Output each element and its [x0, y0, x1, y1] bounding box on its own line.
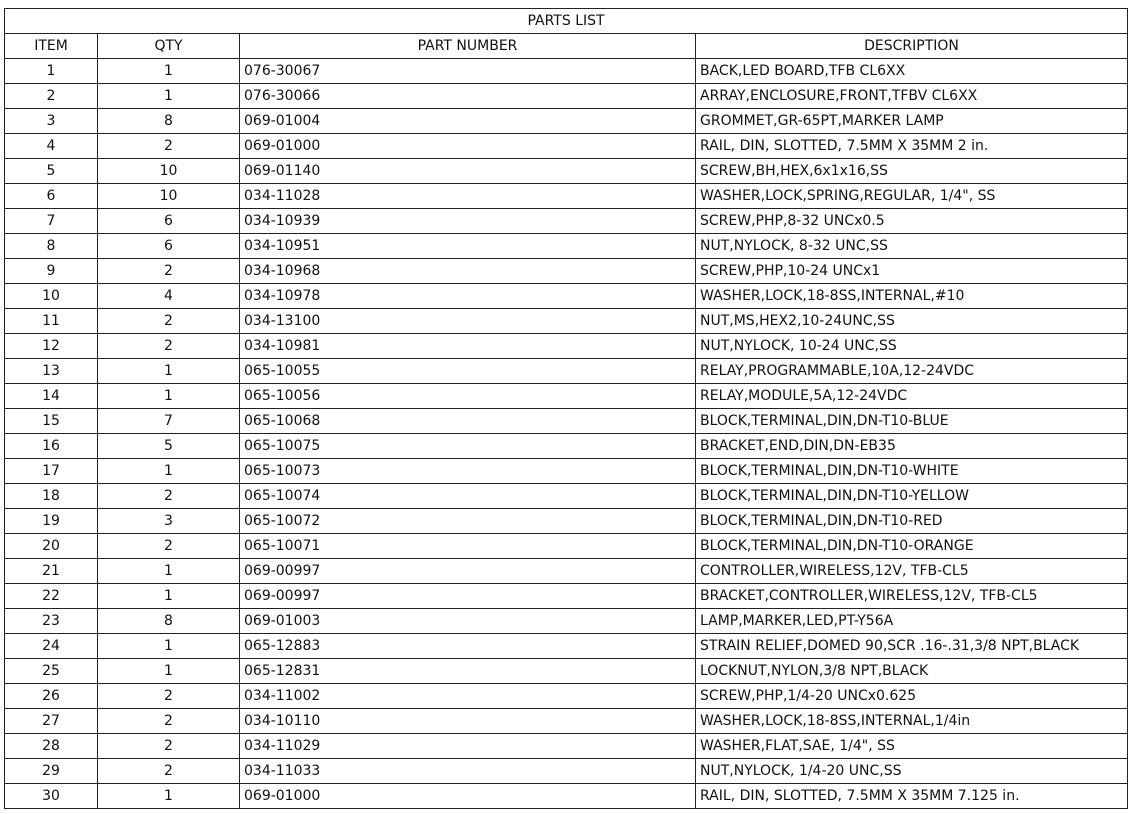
- part-number-cell: 065-12831: [240, 659, 696, 684]
- description-cell: BRACKET,END,DIN,DN-EB35: [696, 434, 1128, 459]
- table-row: [5, 134, 1128, 159]
- parts-list-table: [4, 8, 1128, 809]
- description-cell: ARRAY,ENCLOSURE,FRONT,TFBV CL6XX: [696, 84, 1128, 109]
- table-row: [5, 559, 1128, 584]
- qty-cell: 2: [98, 534, 240, 559]
- column-header-part-number: PART NUMBER: [240, 34, 696, 59]
- part-number-cell: 069-01004: [240, 109, 696, 134]
- item-cell: 6: [5, 184, 98, 209]
- column-header-description: DESCRIPTION: [696, 34, 1128, 59]
- qty-cell: 1: [98, 784, 240, 809]
- description-cell: SCREW,PHP,8-32 UNCx0.5: [696, 209, 1128, 234]
- part-number-cell: 034-11028: [240, 184, 696, 209]
- item-cell: 16: [5, 434, 98, 459]
- description-cell: BLOCK,TERMINAL,DIN,DN-T10-RED: [696, 509, 1128, 534]
- description-cell: WASHER,FLAT,SAE, 1/4", SS: [696, 734, 1128, 759]
- item-cell: 3: [5, 109, 98, 134]
- item-cell: 14: [5, 384, 98, 409]
- table-body: [5, 59, 1128, 809]
- part-number-cell: 065-10075: [240, 434, 696, 459]
- part-number-cell: 034-10110: [240, 709, 696, 734]
- part-number-cell: 034-13100: [240, 309, 696, 334]
- table-title: PARTS LIST: [5, 9, 1128, 34]
- part-number-cell: 065-12883: [240, 634, 696, 659]
- qty-cell: 1: [98, 384, 240, 409]
- column-header-qty: QTY: [98, 34, 240, 59]
- item-cell: 17: [5, 459, 98, 484]
- description-cell: SCREW,BH,HEX,6x1x16,SS: [696, 159, 1128, 184]
- table-row: [5, 509, 1128, 534]
- qty-cell: 8: [98, 609, 240, 634]
- table-row: [5, 459, 1128, 484]
- qty-cell: 2: [98, 734, 240, 759]
- description-cell: RAIL, DIN, SLOTTED, 7.5MM X 35MM 7.125 in.: [696, 784, 1128, 809]
- table-row: [5, 634, 1128, 659]
- qty-cell: 10: [98, 184, 240, 209]
- title-row: [5, 9, 1128, 34]
- item-cell: 18: [5, 484, 98, 509]
- table-row: [5, 334, 1128, 359]
- part-number-cell: 034-10968: [240, 259, 696, 284]
- qty-cell: 1: [98, 559, 240, 584]
- item-cell: 25: [5, 659, 98, 684]
- qty-cell: 10: [98, 159, 240, 184]
- part-number-cell: 069-01003: [240, 609, 696, 634]
- item-cell: 15: [5, 409, 98, 434]
- qty-cell: 6: [98, 234, 240, 259]
- qty-cell: 4: [98, 284, 240, 309]
- part-number-cell: 034-11002: [240, 684, 696, 709]
- qty-cell: 1: [98, 659, 240, 684]
- table-row: [5, 434, 1128, 459]
- part-number-cell: 034-10981: [240, 334, 696, 359]
- description-cell: BLOCK,TERMINAL,DIN,DN-T10-WHITE: [696, 459, 1128, 484]
- part-number-cell: 065-10071: [240, 534, 696, 559]
- item-cell: 30: [5, 784, 98, 809]
- description-cell: BLOCK,TERMINAL,DIN,DN-T10-BLUE: [696, 409, 1128, 434]
- qty-cell: 2: [98, 484, 240, 509]
- item-cell: 19: [5, 509, 98, 534]
- header-row: [5, 34, 1128, 59]
- description-cell: STRAIN RELIEF,DOMED 90,SCR .16-.31,3/8 NPT,BLACK: [696, 634, 1128, 659]
- item-cell: 24: [5, 634, 98, 659]
- qty-cell: 2: [98, 309, 240, 334]
- table-row: [5, 584, 1128, 609]
- item-cell: 22: [5, 584, 98, 609]
- description-cell: RELAY,PROGRAMMABLE,10A,12-24VDC: [696, 359, 1128, 384]
- item-cell: 4: [5, 134, 98, 159]
- item-cell: 26: [5, 684, 98, 709]
- table-row: [5, 184, 1128, 209]
- description-cell: RAIL, DIN, SLOTTED, 7.5MM X 35MM 2 in.: [696, 134, 1128, 159]
- part-number-cell: 034-10939: [240, 209, 696, 234]
- item-cell: 28: [5, 734, 98, 759]
- table-row: [5, 684, 1128, 709]
- part-number-cell: 069-01000: [240, 784, 696, 809]
- description-cell: WASHER,LOCK,18-8SS,INTERNAL,#10: [696, 284, 1128, 309]
- description-cell: BACK,LED BOARD,TFB CL6XX: [696, 59, 1128, 84]
- item-cell: 21: [5, 559, 98, 584]
- qty-cell: 2: [98, 134, 240, 159]
- part-number-cell: 034-11029: [240, 734, 696, 759]
- qty-cell: 8: [98, 109, 240, 134]
- description-cell: NUT,NYLOCK, 8-32 UNC,SS: [696, 234, 1128, 259]
- table-row: [5, 484, 1128, 509]
- part-number-cell: 069-00997: [240, 559, 696, 584]
- description-cell: BLOCK,TERMINAL,DIN,DN-T10-YELLOW: [696, 484, 1128, 509]
- description-cell: NUT,NYLOCK, 1/4-20 UNC,SS: [696, 759, 1128, 784]
- part-number-cell: 076-30067: [240, 59, 696, 84]
- table-row: [5, 109, 1128, 134]
- table-row: [5, 784, 1128, 809]
- item-cell: 1: [5, 59, 98, 84]
- table-row: [5, 609, 1128, 634]
- table-row: [5, 284, 1128, 309]
- part-number-cell: 065-10068: [240, 409, 696, 434]
- description-cell: BRACKET,CONTROLLER,WIRELESS,12V, TFB-CL5: [696, 584, 1128, 609]
- description-cell: SCREW,PHP,10-24 UNCx1: [696, 259, 1128, 284]
- qty-cell: 3: [98, 509, 240, 534]
- item-cell: 8: [5, 234, 98, 259]
- table-row: [5, 384, 1128, 409]
- part-number-cell: 065-10056: [240, 384, 696, 409]
- qty-cell: 2: [98, 334, 240, 359]
- qty-cell: 1: [98, 84, 240, 109]
- table-row: [5, 259, 1128, 284]
- item-cell: 9: [5, 259, 98, 284]
- item-cell: 10: [5, 284, 98, 309]
- part-number-cell: 069-01000: [240, 134, 696, 159]
- part-number-cell: 034-11033: [240, 759, 696, 784]
- qty-cell: 1: [98, 584, 240, 609]
- description-cell: WASHER,LOCK,SPRING,REGULAR, 1/4", SS: [696, 184, 1128, 209]
- description-cell: LOCKNUT,NYLON,3/8 NPT,BLACK: [696, 659, 1128, 684]
- description-cell: SCREW,PHP,1/4-20 UNCx0.625: [696, 684, 1128, 709]
- description-cell: NUT,MS,HEX2,10-24UNC,SS: [696, 309, 1128, 334]
- qty-cell: 1: [98, 59, 240, 84]
- description-cell: CONTROLLER,WIRELESS,12V, TFB-CL5: [696, 559, 1128, 584]
- table-row: [5, 359, 1128, 384]
- table-row: [5, 659, 1128, 684]
- item-cell: 20: [5, 534, 98, 559]
- table-row: [5, 84, 1128, 109]
- table-row: [5, 534, 1128, 559]
- table-row: [5, 234, 1128, 259]
- item-cell: 29: [5, 759, 98, 784]
- description-cell: BLOCK,TERMINAL,DIN,DN-T10-ORANGE: [696, 534, 1128, 559]
- table-row: [5, 209, 1128, 234]
- part-number-cell: 069-00997: [240, 584, 696, 609]
- part-number-cell: 065-10074: [240, 484, 696, 509]
- table-row: [5, 709, 1128, 734]
- part-number-cell: 065-10072: [240, 509, 696, 534]
- qty-cell: 2: [98, 709, 240, 734]
- description-cell: LAMP,MARKER,LED,PT-Y56A: [696, 609, 1128, 634]
- item-cell: 23: [5, 609, 98, 634]
- table-row: [5, 734, 1128, 759]
- qty-cell: 1: [98, 459, 240, 484]
- description-cell: RELAY,MODULE,5A,12-24VDC: [696, 384, 1128, 409]
- table-row: [5, 159, 1128, 184]
- part-number-cell: 076-30066: [240, 84, 696, 109]
- item-cell: 5: [5, 159, 98, 184]
- part-number-cell: 034-10951: [240, 234, 696, 259]
- table-row: [5, 59, 1128, 84]
- qty-cell: 6: [98, 209, 240, 234]
- table-row: [5, 759, 1128, 784]
- table-row: [5, 409, 1128, 434]
- column-header-item: ITEM: [5, 34, 98, 59]
- item-cell: 27: [5, 709, 98, 734]
- part-number-cell: 065-10073: [240, 459, 696, 484]
- qty-cell: 1: [98, 634, 240, 659]
- item-cell: 13: [5, 359, 98, 384]
- description-cell: NUT,NYLOCK, 10-24 UNC,SS: [696, 334, 1128, 359]
- qty-cell: 1: [98, 359, 240, 384]
- qty-cell: 7: [98, 409, 240, 434]
- item-cell: 2: [5, 84, 98, 109]
- description-cell: GROMMET,GR-65PT,MARKER LAMP: [696, 109, 1128, 134]
- part-number-cell: 034-10978: [240, 284, 696, 309]
- table-row: [5, 309, 1128, 334]
- qty-cell: 2: [98, 759, 240, 784]
- part-number-cell: 069-01140: [240, 159, 696, 184]
- qty-cell: 2: [98, 684, 240, 709]
- description-cell: WASHER,LOCK,18-8SS,INTERNAL,1/4in: [696, 709, 1128, 734]
- item-cell: 7: [5, 209, 98, 234]
- item-cell: 11: [5, 309, 98, 334]
- qty-cell: 2: [98, 259, 240, 284]
- qty-cell: 5: [98, 434, 240, 459]
- part-number-cell: 065-10055: [240, 359, 696, 384]
- item-cell: 12: [5, 334, 98, 359]
